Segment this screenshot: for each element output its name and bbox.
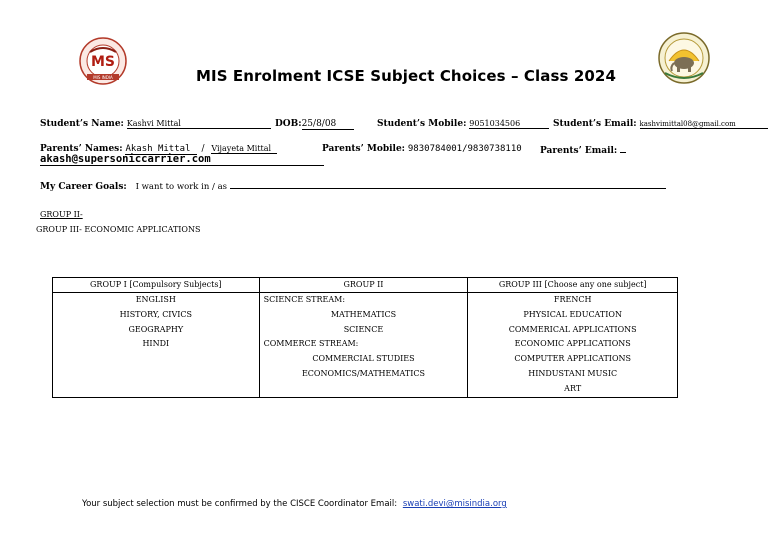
group2-subject: ECONOMICS/MATHEMATICS xyxy=(301,368,425,378)
parents-mobile-value[interactable]: 9830784001/9830738110 xyxy=(407,144,522,154)
career-goals-prompt: I want to work in / as xyxy=(135,182,228,192)
group2-stream-heading: SCIENCE STREAM: xyxy=(263,295,346,304)
group3-subject: ECONOMIC APPLICATIONS xyxy=(514,339,631,349)
career-goals-input[interactable] xyxy=(230,180,666,189)
student-mobile-label: Student’s Mobile: xyxy=(377,119,467,129)
dob-value[interactable]: 25/8/08 xyxy=(302,119,354,130)
parents-email-blank xyxy=(620,144,626,153)
student-name-label: Student’s Name: xyxy=(40,119,124,129)
student-name-field xyxy=(40,119,271,129)
title-text: MIS Enrolment ICSE Subject Choices – Class 2024 xyxy=(195,67,616,85)
dob-field xyxy=(275,119,354,130)
group2-stream-heading: COMMERCE STREAM: xyxy=(263,339,359,349)
group2-subject: SCIENCE xyxy=(343,324,384,334)
group2-cell xyxy=(259,293,468,398)
group2-header: GROUP II xyxy=(259,278,468,293)
group1-cell xyxy=(53,293,260,398)
student-name-value[interactable]: Kashvi Mittal xyxy=(127,119,271,129)
coordinator-email-link[interactable]: swati.devi@misindia.org xyxy=(402,499,507,509)
group3-subject: COMMERICAL APPLICATIONS xyxy=(508,324,637,334)
group3-subject: COMPUTER APPLICATIONS xyxy=(514,354,631,364)
parents-names-label: Parents’ Names: xyxy=(40,144,123,154)
group1-header: GROUP I [Compulsory Subjects] xyxy=(53,278,260,293)
student-email-field xyxy=(553,119,768,129)
parents-mobile-label: Parents’ Mobile: xyxy=(322,144,406,154)
dob-label: DOB: xyxy=(275,119,302,129)
parents-email-field xyxy=(540,144,626,156)
parents-mobile-field xyxy=(322,144,522,154)
group1-subject: HISTORY, CIVICS xyxy=(119,309,193,319)
group3-cell xyxy=(468,293,678,398)
career-goals-label: My Career Goals: xyxy=(40,182,127,192)
group1-subject: GEOGRAPHY xyxy=(128,324,184,334)
group3-subject: ART xyxy=(564,383,582,393)
footer-note xyxy=(82,499,507,509)
career-goals-field xyxy=(40,180,666,192)
group1-subject: ENGLISH xyxy=(135,295,176,304)
logo-text: MS xyxy=(90,54,116,70)
group3-subject: HINDUSTANI MUSIC xyxy=(528,368,618,378)
mother-name-value[interactable]: Vijayeta Mittal xyxy=(211,144,277,154)
group3-subject: PHYSICAL EDUCATION xyxy=(523,309,622,319)
student-mobile-value[interactable]: 9051034506 xyxy=(469,119,549,129)
group1-subject: HINDI xyxy=(142,339,170,349)
group2-subject: COMMERCIAL STUDIES xyxy=(312,354,415,364)
page-title xyxy=(0,67,768,85)
father-name-value[interactable]: Akash Mittal xyxy=(125,144,197,155)
subjects-table xyxy=(52,277,678,398)
footer-text: Your subject selection must be confirmed by the CISCE Coordinator Email: xyxy=(82,499,398,509)
student-mobile-field xyxy=(377,119,549,129)
parents-email-label: Parents’ Email: xyxy=(540,146,618,156)
table-body-row xyxy=(53,293,678,398)
group2-selection: GROUP II- xyxy=(40,210,83,219)
student-email-value[interactable]: kashvimittal08@gmail.com xyxy=(640,120,768,129)
parents-separator: / xyxy=(201,144,205,154)
group3-header: GROUP III [Choose any one subject] xyxy=(468,278,678,293)
group3-subject: FRENCH xyxy=(553,295,592,304)
student-email-label: Student’s Email: xyxy=(553,119,637,129)
logo-caption: MIS INDIA xyxy=(93,75,113,80)
table-header-row xyxy=(53,278,678,293)
group3-selection: GROUP III- ECONOMIC APPLICATIONS xyxy=(36,225,201,234)
group2-subject: MATHEMATICS xyxy=(330,309,397,319)
parents-email-value[interactable]: akash@supersoniccarrier.com xyxy=(40,153,324,166)
